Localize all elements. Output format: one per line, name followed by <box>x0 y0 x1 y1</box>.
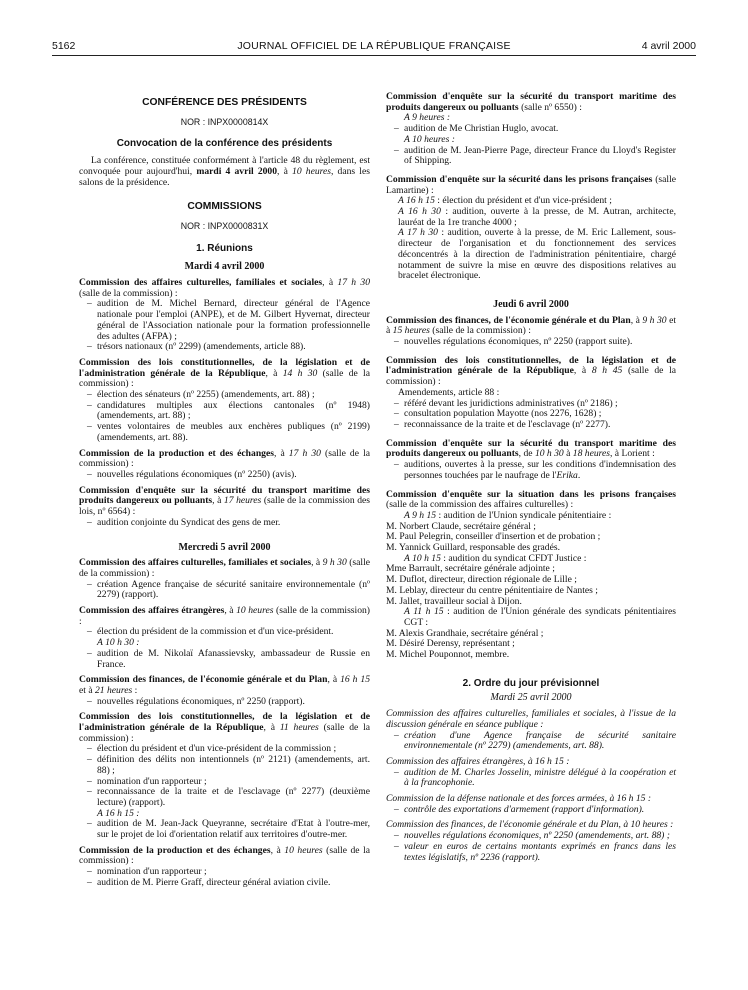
agenda-item: – nouvelles régulations économiques, nº 2250 (rapport suite). <box>386 337 676 348</box>
agenda-item: – reconnaissance de la traite et de l'esclavage (nº 2277) (deuxième lecture) (rapport). <box>79 787 370 808</box>
separator: et à <box>79 684 95 696</box>
commission-name: Commission de la production et des échanges <box>79 447 274 459</box>
time-entry <box>386 228 676 282</box>
agenda-item: – audition conjointe du Syndicat des gens de mer. <box>79 518 370 529</box>
conference-text <box>79 156 370 188</box>
time-slot: A 10 heures : <box>404 133 455 145</box>
separator: et à <box>386 314 676 337</box>
commission-name: Commission d'enquête sur la sécurité du transport maritime des produits dangereux ou polluants <box>386 91 676 113</box>
commission-name: Commission des affaires culturelles, familiales et sociales <box>79 557 312 569</box>
commission-name: Commission des lois constitutionnelles, de la législation et de l'administration générale de la République <box>79 711 370 734</box>
commission-name: Commission des lois constitutionnelles, de la législation et de l'administration générale de la République <box>386 354 676 377</box>
time-slot: A 9 heures : <box>404 112 451 124</box>
agenda-item: – audition de M. Jean-Jack Queyranne, secrétaire d'Etat à l'outre-mer, sur le projet de loi d'orientation relatif aux territoires d'outre-mer. <box>79 819 370 840</box>
agenda-item: – définition des délits non intentionnels (nº 2121) (amendements, art. 88) ; <box>79 755 370 776</box>
separator: , à <box>273 447 289 459</box>
separator: , à <box>270 844 285 856</box>
meeting-time: 21 heures <box>94 684 133 696</box>
agenda-item: – nouvelles régulations économiques, nº 2250 (amendements, art. 88) ; <box>386 831 676 842</box>
meeting-time: 17 h 30 <box>337 277 370 289</box>
commission-name: Commission des finances, de l'économie générale et du Plan <box>386 314 631 326</box>
meeting-time: 8 h 45 <box>591 365 623 377</box>
agenda-item: – audition de M. Jean-Pierre Page, directeur France du Lloyd's Register of Shipping. <box>386 146 676 167</box>
commission-name: Commission d'enquête sur la sécurité dans les prisons françaises <box>386 173 653 185</box>
agenda-item: – nouvelles régulations économiques, nº 2250 (rapport). <box>79 697 370 708</box>
commissions-title: COMMISSIONS <box>187 201 262 213</box>
room: (salle de la commission des lois, nº 6564) : <box>79 495 370 518</box>
participant: M. Désiré Derensy, représentant ; <box>386 638 515 650</box>
commission-entry <box>79 449 370 481</box>
agenda-text: auditions, ouvertes à la presse, sur les conditions d'indemnisation des personnes touchées par le naufrage de l' <box>404 459 676 481</box>
room: (salle de la commission) : <box>79 844 371 867</box>
agenda-text: : audition du syndicat CFDT Justice : <box>440 552 587 564</box>
agenda-entry <box>386 820 676 863</box>
agenda-item: – audition de Me Christian Huglo, avocat. <box>386 124 676 135</box>
conference-text-e: , dans les salons de la présidence. <box>79 165 370 188</box>
agenda-entry <box>386 794 676 815</box>
meeting-time: A 11 h 15 <box>404 606 444 618</box>
agenda-item: – consultation population Mayotte (nos 2276, 1628) ; <box>386 409 676 420</box>
agenda-item: – nomination d'un rapporteur ; <box>79 867 370 878</box>
room: (salle de la commission) : <box>79 287 178 299</box>
agenda-item: – nouvelles régulations économiques (nº 2250) (avis). <box>79 470 370 481</box>
agenda-item: – trésors nationaux (nº 2299) (amendements, article 88). <box>79 342 370 353</box>
commission-entry <box>79 712 370 840</box>
separator: , à <box>630 314 643 326</box>
commission-entry <box>386 92 676 167</box>
agenda-text: : élection du président et d'un vice-président ; <box>434 195 612 207</box>
commissions-nor: NOR : INPX0000831X <box>180 220 269 231</box>
agenda-text: : audition de l'Union syndicale pénitentiaire : <box>436 509 612 521</box>
agenda-item: – nomination d'un rapporteur ; <box>79 777 370 788</box>
separator: , de <box>518 448 535 460</box>
agenda-item: – audition de M. Pierre Graff, directeur général aviation civile. <box>79 878 370 889</box>
journal-title: JOURNAL OFFICIEL DE LA RÉPUBLIQUE FRANÇAISE <box>237 40 511 52</box>
page-number: 5162 <box>52 40 76 52</box>
meeting-time: 9 h 30 <box>322 557 347 569</box>
commission-name: Commission d'enquête sur la sécurité du transport maritime des produits dangereux ou polluants <box>79 484 370 507</box>
separator: , à <box>322 277 338 289</box>
commission-entry <box>386 439 676 482</box>
commission-entry <box>79 558 370 601</box>
day-heading-tuesday: Mardi 4 avril 2000 <box>184 261 265 273</box>
meeting-time: 10 h 30 <box>534 448 564 460</box>
section-ordre-du-jour: 2. Ordre du jour prévisionnel <box>462 677 600 689</box>
commission-entry <box>79 846 370 889</box>
room: (salle de la commission) : <box>79 722 370 744</box>
agenda-text: : audition, ouverte à la presse, de M. Eric Lallement, sous-directeur de l'organisation et du fonctionnement des services déconcentrés à la direction de l'administration pénitentiaire, chargé notamment de suivre la mise en œuvre des dispositions relatives au bracelet électronique. <box>398 227 677 282</box>
agenda-item: – valeur en euros de certains montants exprimés en francs dans les textes législatifs, nº 2236 (rapport). <box>386 842 676 863</box>
commission-entry <box>79 278 370 353</box>
agenda-item: – audition de M. Michel Bernard, directeur général de l'Agence nationale pour l'emploi (ANPE), et de M. Gilbert Hyvernat, directeur général de l'Association nationale pour la formation professionnelle des adultes (AFPA) ; <box>79 299 370 342</box>
day-heading-agenda: Mardi 25 avril 2000 <box>490 692 572 704</box>
time-slot: A 16 h 15 : <box>97 807 140 819</box>
commission-name: Commission des finances, de l'économie générale et du Plan, à 10 heures : <box>386 819 674 831</box>
commission-name: Commission des affaires étrangères, à 16 h 15 : <box>386 755 570 767</box>
meeting-time: A 9 h 15 <box>404 509 437 521</box>
conference-nor: NOR : INPX0000814X <box>180 116 269 127</box>
time-slot: A 10 h 30 : <box>97 637 140 649</box>
room: : <box>132 684 138 696</box>
separator: , à <box>224 605 237 617</box>
meeting-time: 10 heures <box>236 605 274 617</box>
commission-name: Commission des affaires culturelles, familiales et sociales <box>79 277 323 289</box>
commission-entry <box>386 356 676 431</box>
commission-entry <box>79 606 370 670</box>
meeting-time: 17 heures <box>223 495 262 507</box>
commission-name: Commission des affaires culturelles, familiales et sociales, à l'issue de la discussion générale en séance publique : <box>386 708 676 730</box>
room: (salle de la commission) : <box>386 365 676 388</box>
lead-text: Amendements, article 88 : <box>398 386 500 398</box>
meeting-time: 17 h 30 <box>288 447 321 459</box>
agenda-item: – audition de M. Charles Josselin, ministre délégué à la coopération et à la francophonie. <box>386 768 676 789</box>
meeting-time: 11 heures <box>279 722 319 734</box>
participant: M. Norbert Claude, secrétaire général ; <box>386 520 536 532</box>
participant: M. Duflot, directeur, direction régionale de Lille ; <box>386 574 577 586</box>
left-column <box>79 92 370 889</box>
meeting-time: A 17 h 30 <box>398 227 438 239</box>
agenda-item: – création Agence française de sécurité sanitaire environnementale (nº 2279) (rapport). <box>79 580 370 601</box>
room: (salle de la commission) : <box>429 325 531 337</box>
separator: , à <box>327 674 341 686</box>
separator: , à <box>263 722 280 734</box>
time-entry <box>386 511 676 522</box>
commission-entry <box>386 316 676 348</box>
agenda-item: – contrôle des exportations d'armement (rapport d'information). <box>386 805 676 816</box>
agenda-text: : audition de l'Union générale des syndicats pénitentiaires CGT : <box>404 606 677 628</box>
day-heading-wednesday: Mercredi 5 avril 2000 <box>178 541 271 553</box>
commission-entry <box>79 486 370 529</box>
meeting-time: 9 h 30 <box>642 314 667 326</box>
participant: M. Yannick Guillard, responsable des gradés. <box>386 542 560 554</box>
separator: , à <box>212 495 224 507</box>
commission-name: Commission d'enquête sur la sécurité du transport maritime des produits dangereux ou polluants <box>386 437 676 460</box>
meeting-time: 15 heures <box>392 325 430 337</box>
commission-name: Commission des finances, de l'économie générale et du Plan <box>79 674 328 686</box>
meeting-time: 14 h 30 <box>282 367 318 379</box>
conference-title: CONFÉRENCE DES PRÉSIDENTS <box>142 97 307 108</box>
agenda-entry <box>386 709 676 752</box>
page-header <box>52 40 696 54</box>
agenda-item: – reconnaissance de la traite et de l'esclavage (nº 2277). <box>386 420 676 431</box>
ship-name: Erika <box>556 469 578 481</box>
room: (salle de la commission) : <box>79 605 370 627</box>
commission-name: Commission des affaires étrangères <box>79 605 225 617</box>
commission-entry <box>386 175 676 282</box>
room: (salle de la commission des affaires culturelles) : <box>386 499 574 511</box>
participant: M. Leblay, directeur du centre pénitentiaire de Nantes ; <box>386 584 598 596</box>
agenda-item: – ventes volontaires de meubles aux enchères publiques (nº 2199) (amendements, art. 88). <box>79 422 370 443</box>
conference-time: 10 heures <box>292 165 331 177</box>
commission-entry <box>386 490 676 661</box>
participant: M. Paul Pelegrin, conseiller d'insertion et de probation ; <box>386 531 601 543</box>
agenda-item: – création d'une Agence française de sécurité sanitaire environnementale (nº 2279) (amendements, art. 88). <box>386 731 676 752</box>
time-entry <box>386 607 676 628</box>
meeting-time: A 16 h 15 <box>398 195 435 207</box>
conference-text-c: , à <box>277 165 293 177</box>
section-reunions: 1. Réunions <box>196 242 253 254</box>
conference-date: mardi 4 avril 2000 <box>196 165 278 177</box>
time-entry <box>386 207 676 228</box>
room: , à Lorient : <box>610 448 655 460</box>
room: (salle nº 6550) : <box>518 101 582 113</box>
agenda-item: – élection des sénateurs (nº 2255) (amendements, art. 88) ; <box>79 390 370 401</box>
conference-subtitle: Convocation de la conférence des présidents <box>116 138 333 150</box>
conference-text-a: La conférence, constituée conformément à l'article 48 du règlement, est convoquée pour aujourd'hui, <box>79 155 370 177</box>
separator: , à <box>265 367 283 379</box>
issue-date: 4 avril 2000 <box>641 40 696 52</box>
meeting-time: A 16 h 30 <box>398 206 441 218</box>
meeting-time: 10 heures <box>284 844 323 856</box>
right-column <box>386 92 676 863</box>
separator: , à <box>573 365 592 377</box>
commission-entry <box>79 358 370 444</box>
separator: , à <box>311 557 323 569</box>
meeting-time: 16 h 15 <box>340 674 370 686</box>
participant: Mme Barrault, secrétaire générale adjointe ; <box>386 563 555 575</box>
participant: M. Alexis Grandhaie, secrétaire général ; <box>386 627 544 639</box>
room: (salle Lamartine) : <box>386 173 676 196</box>
commission-name: Commission des lois constitutionnelles, de la législation et de l'administration générale de la République <box>79 356 370 379</box>
agenda-item: – élection du président de la commission et d'un vice-président. <box>79 627 370 638</box>
separator: à <box>563 448 573 460</box>
agenda-item: – candidatures multiples aux élections cantonales (nº 1948) (amendements, art. 88) ; <box>79 401 370 422</box>
commission-entry <box>79 675 370 707</box>
participant: M. Jallet, travailleur social à Dijon. <box>386 595 522 607</box>
participant: M. Michel Pouponnot, membre. <box>386 649 510 661</box>
commission-name: Commission d'enquête sur la situation dans les prisons françaises <box>386 488 676 500</box>
agenda-entry <box>386 757 676 789</box>
agenda-item: – référé devant les juridictions administratives (nº 2186) ; <box>386 399 676 410</box>
room: (salle de la commission) : <box>79 557 370 579</box>
commission-name: Commission de la production et des échanges <box>79 844 271 856</box>
agenda-item: – élection du président et d'un vice-président de la commission ; <box>79 744 370 755</box>
day-heading-thursday: Jeudi 6 avril 2000 <box>493 298 569 310</box>
room: (salle de la commission) : <box>79 367 370 390</box>
meeting-time: 18 heures <box>572 448 610 460</box>
agenda-item <box>386 460 676 481</box>
provisional-agenda <box>386 709 676 863</box>
meeting-time: A 10 h 15 <box>404 552 441 564</box>
agenda-text: : audition, ouverte à la presse, de M. Autran, architecte, lauréat de la 1re tranche 4000 ; <box>398 206 676 228</box>
commission-name: Commission de la défense nationale et des forces armées, à 16 h 15 : <box>386 793 652 805</box>
agenda-item: – audition de M. Nikolaï Afanassievsky, ambassadeur de Russie en France. <box>79 649 370 670</box>
agenda-text: . <box>577 469 581 481</box>
room: (salle de la commission) : <box>79 447 370 470</box>
header-rule <box>52 55 696 56</box>
